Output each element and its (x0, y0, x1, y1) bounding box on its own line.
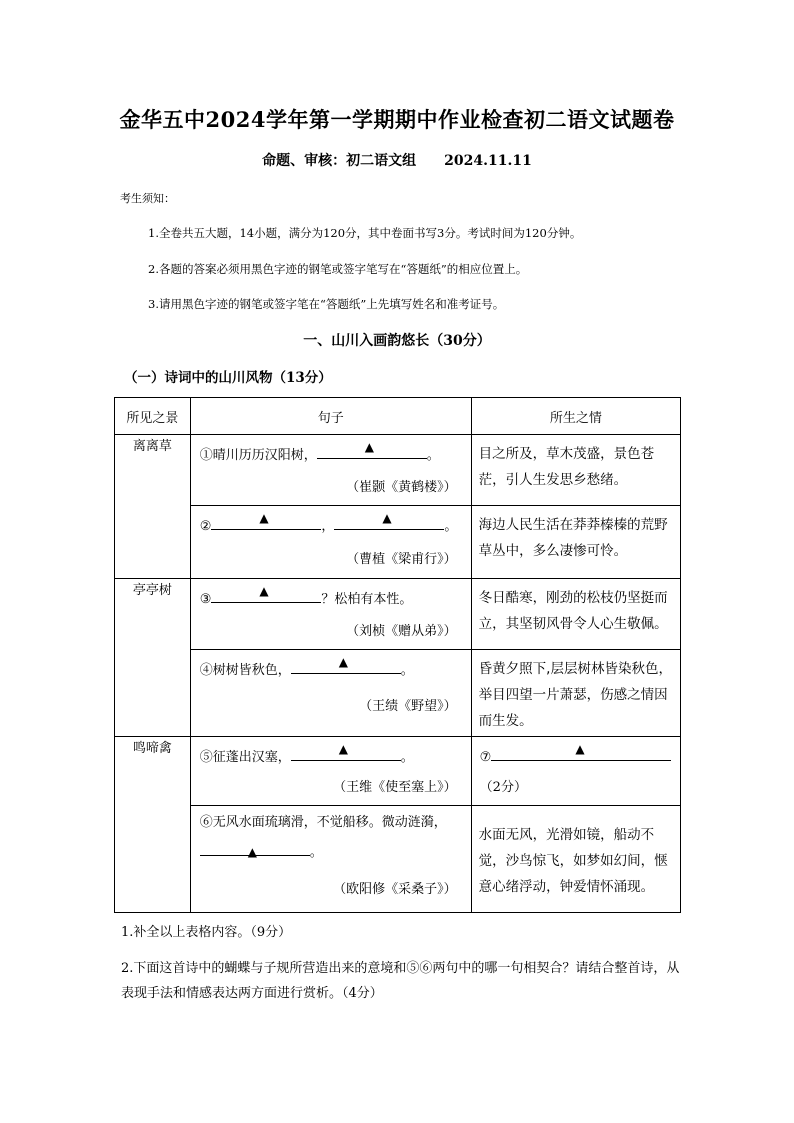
triangle-icon: ▲ (575, 742, 585, 756)
sentence-comma: ， (321, 519, 335, 534)
poetry-table (114, 397, 681, 913)
header-sentence: 句子 (190, 398, 471, 435)
sentence-suffix: 。 (309, 845, 323, 860)
triangle-icon: ▲ (382, 511, 392, 525)
table-row (115, 737, 681, 806)
table-header-row (115, 398, 681, 435)
notice-item: 2.各题的答案必须用黑色字迹的钢笔或签字笔写在“答题纸”的相应位置上。 (148, 262, 528, 276)
triangle-icon: ▲ (259, 584, 269, 598)
table-row (115, 506, 681, 579)
triangle-icon: ▲ (338, 742, 348, 756)
sentence-prefix: ①晴川历历汉阳树， (199, 448, 317, 463)
table-row (115, 650, 681, 737)
scene-cell: 离离草 (115, 435, 191, 579)
scene-cell: 鸣啼禽 (115, 737, 191, 913)
notice-item: 3.请用黑色字迹的钢笔或签字笔在“答题纸”上先填写姓名和准考证号。 (148, 297, 505, 311)
header-feeling: 所生之情 (471, 398, 680, 435)
answer-blank[interactable] (334, 511, 444, 530)
sentence-cell (190, 506, 471, 579)
score-note: （2分） (479, 780, 527, 795)
feeling-cell: 冬日酷寒，刚劲的松枝仍坚挺而立，其坚韧风骨令人心生敬佩。 (471, 579, 680, 650)
sentence-prefix: ② (199, 519, 212, 534)
sentence-prefix: ⑤征蓬出汉塞， (199, 750, 291, 765)
question-1: 1.补全以上表格内容。（9分） (121, 925, 292, 940)
sentence-suffix: 。 (400, 663, 414, 678)
triangle-icon: ▲ (364, 440, 374, 454)
sentence-cell (190, 806, 471, 913)
answer-blank[interactable] (211, 584, 321, 603)
sentence-suffix: 。 (400, 750, 414, 765)
answer-blank[interactable] (211, 511, 321, 530)
triangle-icon: ▲ (338, 655, 348, 669)
exam-subtitle (0, 150, 794, 170)
sentence-prefix: ⑥无风水面琉璃滑，不觉船移。微动涟漪， (199, 815, 447, 830)
feeling-prefix: ⑦ (479, 750, 492, 765)
sentence-suffix: 。 (444, 519, 458, 534)
notice-item: 1.全卷共五大题，14小题，满分为120分，其中卷面书写3分。考试时间为120分钟。 (148, 226, 582, 240)
header-scene: 所见之景 (115, 398, 191, 435)
sentence-source: （曹植《梁甫行》） (346, 552, 457, 567)
sentence-cell (190, 435, 471, 506)
sentence-source: （王维《使至塞上》） (333, 780, 457, 795)
answer-blank[interactable] (317, 440, 427, 459)
feeling-cell: 水面无风，光滑如镜，船动不觉，沙鸟惊飞，如梦如幻间，惬意心绪浮动，钟爱情怀涌现。 (471, 806, 680, 913)
table-row (115, 435, 681, 506)
triangle-icon: ▲ (259, 511, 269, 525)
notice-heading: 考生须知： (120, 192, 175, 205)
sentence-source: （刘桢《赠从弟》） (346, 624, 457, 639)
scene-cell: 亭亭树 (115, 579, 191, 737)
answer-blank[interactable] (291, 742, 401, 761)
table-row (115, 806, 681, 913)
sentence-source: （王绩《野望》） (359, 699, 457, 714)
feeling-cell (471, 737, 680, 806)
sentence-prefix: ③ (199, 592, 212, 607)
sentence-suffix: 。 (426, 448, 440, 463)
answer-blank[interactable] (491, 742, 671, 761)
answer-blank[interactable] (200, 841, 310, 859)
feeling-cell: 海边人民生活在莽莽榛榛的荒野草丛中，多么凄惨可怜。 (471, 506, 680, 579)
sentence-cell (190, 737, 471, 806)
feeling-cell: 昏黄夕照下,层层树林皆染秋色，举目四望一片萧瑟，伤感之情因而生发。 (471, 650, 680, 737)
answer-blank[interactable] (291, 655, 401, 674)
feeling-cell: 目之所及，草木茂盛，景色苍茫，引人生发思乡愁绪。 (471, 435, 680, 506)
sentence-source: （欧阳修《采桑子》） (333, 882, 457, 897)
exam-date: 2024.11.11 (444, 153, 532, 169)
subsection-heading: （一）诗词中的山川风物（13分） (124, 370, 332, 386)
section-heading: 一、山川入画韵悠长（30分） (303, 333, 491, 349)
sentence-prefix: ④树树皆秋色， (199, 663, 291, 678)
question-2: 2.下面这首诗中的蝴蝶与子规所营造出来的意境和⑤⑥两句中的哪一句相契合？请结合整首诗，从表现手法和情感表达两方面进行赏析。（4分） (121, 961, 680, 1001)
triangle-icon: ▲ (247, 845, 257, 859)
sentence-suffix: ？松柏有本性。 (321, 592, 413, 607)
sentence-cell (190, 650, 471, 737)
sentence-source: （崔颢《黄鹤楼》） (346, 480, 457, 495)
sentence-cell (190, 579, 471, 650)
exam-title: 金华五中2024学年第一学期期中作业检查初二语文试题卷 (119, 107, 675, 132)
author-line: 命题、审核：初二语文组 (262, 153, 417, 169)
table-row (115, 579, 681, 650)
